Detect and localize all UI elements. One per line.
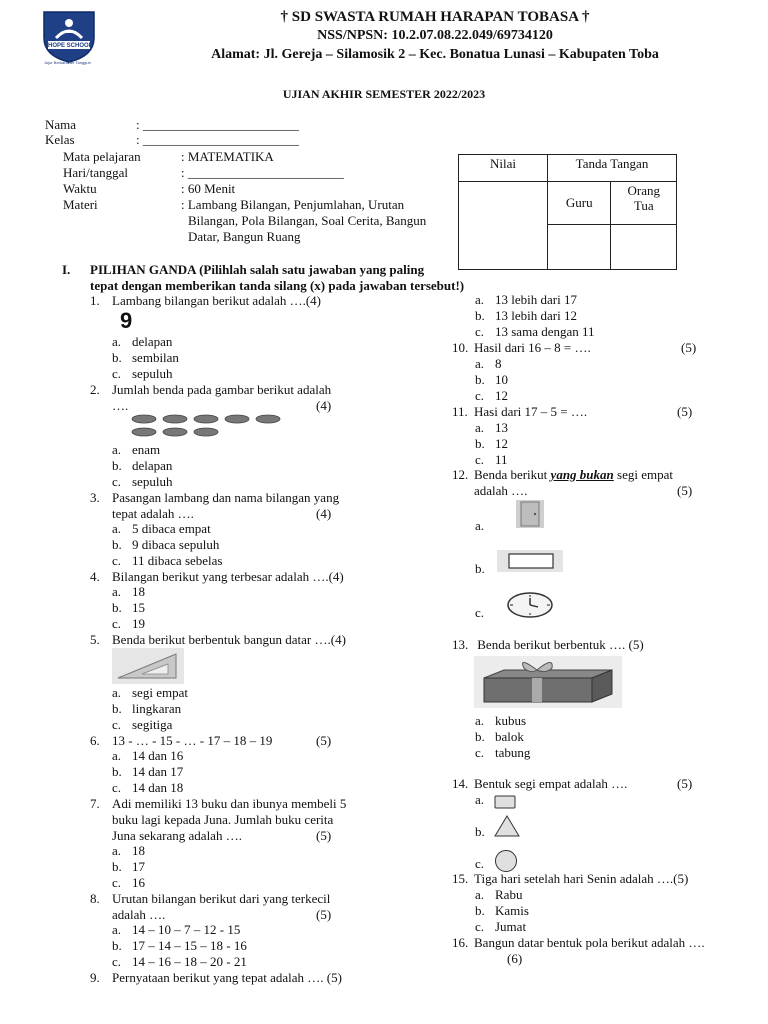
q11-opt-c[interactable]: c. 11	[475, 452, 508, 467]
q15-opt-a[interactable]: a. Rabu	[475, 887, 523, 902]
q15-opt-b[interactable]: b. Kamis	[475, 903, 529, 918]
mapel-label: Mata pelajaran	[63, 149, 141, 164]
q8-opt-c[interactable]: c. 14 – 16 – 18 – 20 - 21	[112, 954, 247, 969]
q4-opt-a[interactable]: a. 18	[112, 584, 145, 599]
question-3: 3. Pasangan lambang dan nama bilangan yang	[90, 490, 340, 505]
nilai-cell[interactable]	[459, 182, 548, 270]
q-num: 1.	[90, 293, 100, 308]
logo-tagline: Jujur Berkarakter Tangguh	[44, 60, 91, 65]
q6-opt-b[interactable]: b. 14 dan 17	[112, 764, 184, 779]
q13-opt-c[interactable]: c. tabung	[475, 745, 531, 760]
materi-line2: Bilangan, Pola Bilangan, Soal Cerita, Bangun	[188, 213, 427, 228]
question-4: 4. Bilangan berikut yang terbesar adalah ….(4)	[90, 569, 344, 584]
q7-opt-c[interactable]: c. 16	[112, 875, 145, 890]
tua-label: Tua	[633, 198, 654, 213]
guru-sign-cell[interactable]	[548, 225, 611, 270]
q5-opt-c[interactable]: c. segitiga	[112, 717, 173, 732]
materi-line3: Datar, Bangun Ruang	[188, 229, 301, 244]
q14-points: (5)	[677, 776, 693, 791]
q9-opt-c[interactable]: c. 13 sama dengan 11	[475, 324, 595, 339]
q3-line2: tepat adalah ….	[112, 506, 194, 521]
question-8: 8. Urutan bilangan berikut dari yang terkecil	[90, 891, 331, 906]
q2-opt-c[interactable]: c. sepuluh	[112, 474, 173, 489]
q10-opt-a[interactable]: a. 8	[475, 356, 502, 371]
q2-opt-a[interactable]: a. enam	[112, 442, 161, 457]
q3-opt-b[interactable]: b. 9 dibaca sepuluh	[112, 537, 220, 552]
logo-text: HOPE SCHOOL	[48, 43, 93, 49]
q14-opt-c[interactable]: c.	[475, 856, 485, 871]
score-table	[458, 154, 677, 270]
q14-circle-shape	[494, 849, 518, 873]
q16-points: (6)	[507, 951, 523, 966]
question-16: 16. Bangun datar bentuk pola berikut adalah ….	[452, 935, 705, 950]
mapel-value: : MATEMATIKA	[181, 149, 274, 164]
section-number: I.	[62, 262, 71, 277]
q8-points: (5)	[316, 907, 332, 922]
q3-opt-a[interactable]: a. 5 dibaca empat	[112, 521, 211, 536]
question-9: 9. Pernyataan berikut yang tepat adalah …. (5)	[90, 970, 342, 985]
q6-points: (5)	[316, 733, 332, 748]
q8-opt-a[interactable]: a. 14 – 10 – 7 – 12 - 15	[112, 922, 241, 937]
q12-opt-a[interactable]: a.	[475, 518, 485, 533]
q7-opt-a[interactable]: a. 18	[112, 843, 145, 858]
q12-emphasis: yang bukan	[550, 467, 614, 482]
q3-points: (4)	[316, 506, 332, 521]
q14-opt-a[interactable]: a.	[475, 792, 485, 807]
question-15: 15. Tiga hari setelah hari Senin adalah ….(5)	[452, 871, 689, 886]
q2-line2: ….	[112, 398, 129, 413]
nama-field[interactable]: : ________________________	[136, 117, 299, 132]
q5-opt-b[interactable]: b. lingkaran	[112, 701, 182, 716]
q12-clock-image	[506, 592, 554, 618]
q15-opt-c[interactable]: c. Jumat	[475, 919, 527, 934]
question-2: 2. Jumlah benda pada gambar berikut adalah	[90, 382, 332, 397]
q14-triangle-shape	[494, 815, 520, 837]
q9-opt-b[interactable]: b. 13 lebih dari 12	[475, 308, 577, 323]
hari-field[interactable]: : ________________________	[181, 165, 344, 180]
school-address: Alamat: Jl. Gereja – Silamosik 2 – Kec. Bonatua Lunasi – Kabupaten Toba	[211, 47, 659, 62]
question-7: 7. Adi memiliki 13 buku dan ibunya membeli 5	[90, 796, 347, 811]
orang-label: Orang	[627, 183, 660, 198]
kelas-field[interactable]: : ________________________	[136, 132, 299, 147]
q7-points: (5)	[316, 828, 332, 843]
q13-opt-b[interactable]: b. balok	[475, 729, 524, 744]
materi-line1: : Lambang Bilangan, Penjumlahan, Urutan	[181, 197, 405, 212]
q4-opt-b[interactable]: b. 15	[112, 600, 145, 615]
question-13: 13. Benda berikut berbentuk …. (5)	[452, 637, 644, 652]
question-1	[90, 293, 321, 308]
q10-points: (5)	[681, 340, 697, 355]
school-nss: NSS/NPSN: 10.2.07.08.22.049/69734120	[317, 28, 553, 43]
q7-opt-b[interactable]: b. 17	[112, 859, 145, 874]
q2-objects-image	[120, 410, 300, 440]
school-name: † SD SWASTA RUMAH HARAPAN TOBASA †	[280, 9, 590, 25]
kelas-label: Kelas	[45, 132, 75, 147]
question-14: 14. Bentuk segi empat adalah ….	[452, 776, 628, 791]
q7-line2: buku lagi kepada Juna. Jumlah buku cerita	[112, 812, 334, 827]
waktu-value: : 60 Menit	[181, 181, 236, 196]
q2-points: (4)	[316, 398, 332, 413]
q12-points: (5)	[677, 483, 693, 498]
q14-rectangle-shape	[494, 795, 516, 809]
q13-gift-box-image	[474, 656, 622, 708]
section-line2: tepat dengan memberikan tanda silang (x) pada jawaban tersebut!)	[90, 278, 465, 293]
q7-line3: Juna sekarang adalah ….	[112, 828, 242, 843]
q1-opt-b[interactable]: b. sembilan	[112, 350, 179, 365]
q12-opt-c[interactable]: c.	[475, 605, 485, 620]
orang-tua-header	[611, 182, 677, 225]
q8-opt-b[interactable]: b. 17 – 14 – 15 – 18 - 16	[112, 938, 247, 953]
school-logo	[38, 8, 100, 64]
q4-opt-c[interactable]: c. 19	[112, 616, 145, 631]
q11-opt-a[interactable]: a. 13	[475, 420, 508, 435]
q12-opt-b[interactable]: b.	[475, 561, 485, 576]
q11-points: (5)	[677, 404, 693, 419]
section-line1: PILIHAN GANDA (Pilihlah salah satu jawaban yang paling	[90, 262, 425, 277]
guru-header: Guru	[548, 182, 611, 225]
q10-opt-c[interactable]: c. 12	[475, 388, 508, 403]
q10-opt-b[interactable]: b. 10	[475, 372, 508, 387]
q12-line2: adalah ….	[474, 483, 528, 498]
q12-door-image	[516, 500, 544, 528]
waktu-label: Waktu	[63, 181, 97, 196]
nilai-header: Nilai	[459, 155, 548, 182]
hari-label: Hari/tanggal	[63, 165, 128, 180]
q5-opt-a[interactable]: a. segi empat	[112, 685, 188, 700]
q5-set-square-image	[112, 648, 184, 684]
q1-opt-c[interactable]: c. sepuluh	[112, 366, 173, 381]
ortu-sign-cell[interactable]	[611, 225, 677, 270]
q8-line2: adalah ….	[112, 907, 166, 922]
question-6: 6. 13 - … - 15 - … - 17 – 18 – 19	[90, 733, 273, 748]
q2-opt-b[interactable]: b. delapan	[112, 458, 173, 473]
exam-title: UJIAN AKHIR SEMESTER 2022/2023	[282, 87, 486, 101]
tanda-tangan-header: Tanda Tangan	[548, 155, 677, 182]
q13-opt-a[interactable]: a. kubus	[475, 713, 527, 728]
q9-opt-a[interactable]: a. 13 lebih dari 17	[475, 292, 577, 307]
q1-text: Lambang bilangan berikut adalah ….(4)	[112, 293, 322, 308]
q11-opt-b[interactable]: b. 12	[475, 436, 508, 451]
q1-glyph: 9	[120, 308, 133, 333]
q14-opt-b[interactable]: b.	[475, 824, 485, 839]
materi-label: Materi	[63, 197, 98, 212]
q12-rectangle-frame-image	[497, 550, 563, 572]
q1-opt-a[interactable]: a. delapan	[112, 334, 173, 349]
question-12: 12. Benda berikut yang bukan segi empat	[452, 467, 673, 482]
q3-opt-c[interactable]: c. 11 dibaca sebelas	[112, 553, 223, 568]
question-11: 11. Hasi dari 17 – 5 = ….	[452, 404, 588, 419]
question-10: 10. Hasil dari 16 – 8 = ….	[452, 340, 591, 355]
q6-opt-c[interactable]: c. 14 dan 18	[112, 780, 184, 795]
question-5: 5. Benda berikut berbentuk bangun datar ….(4)	[90, 632, 346, 647]
nama-label: Nama	[45, 117, 77, 132]
q6-opt-a[interactable]: a. 14 dan 16	[112, 748, 184, 763]
